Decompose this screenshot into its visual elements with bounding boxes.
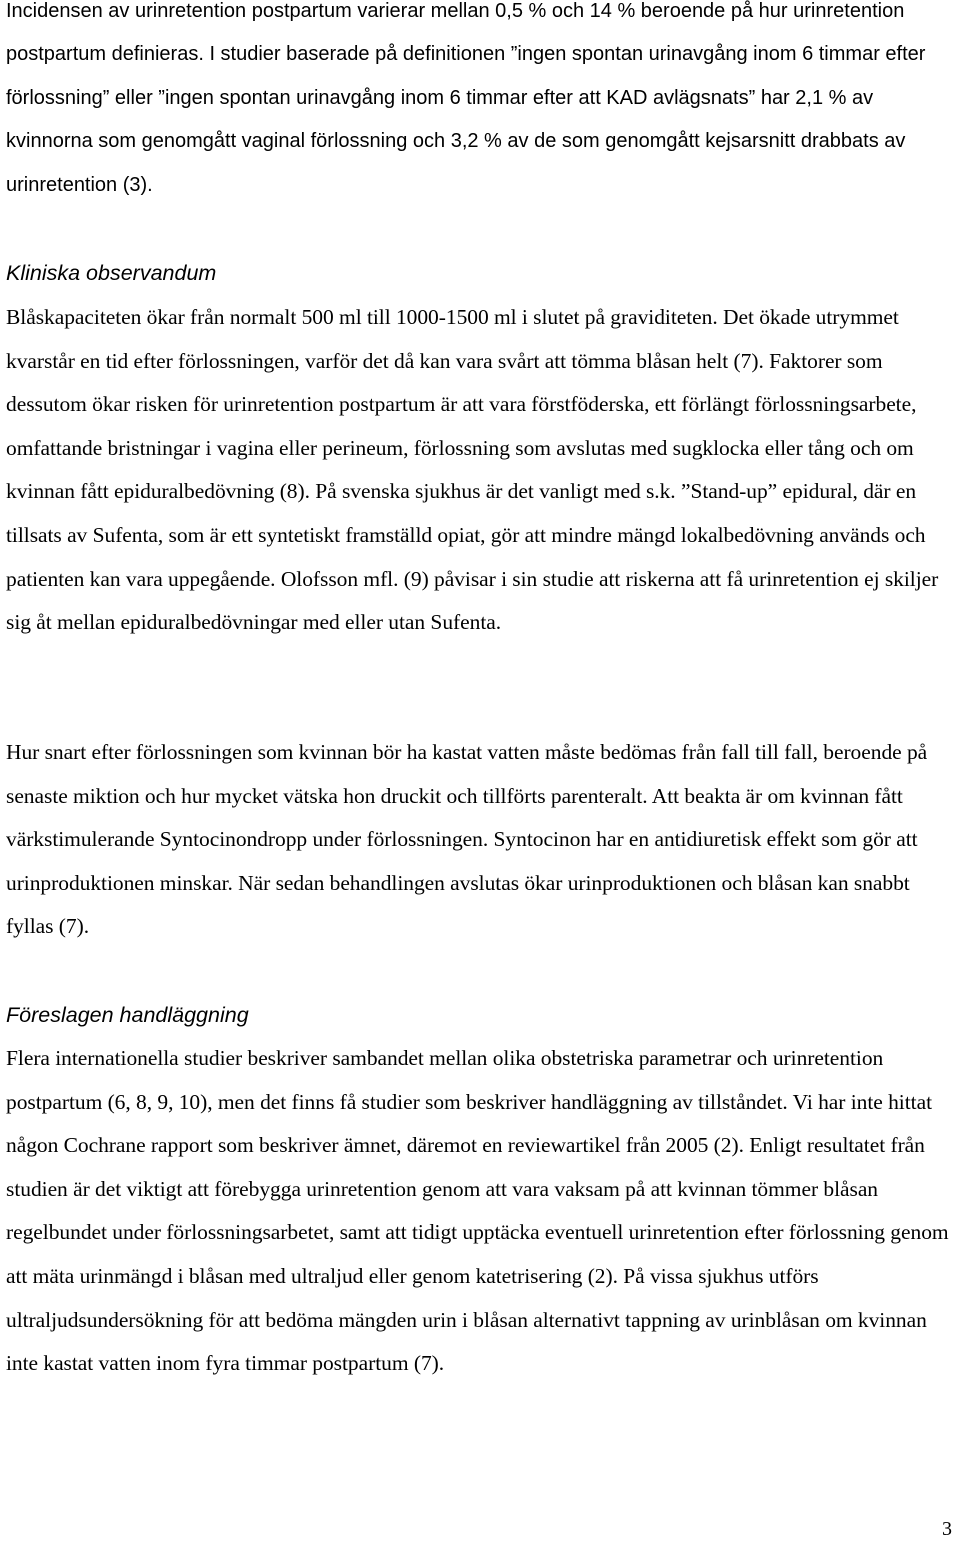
section-heading-foreslagen-handlaggning: Föreslagen handläggning (6, 1003, 249, 1027)
intro-paragraph: Incidensen av urinretention postpartum varierar mellan 0,5 % och 14 % beroende på hur urinretention postpartum definieras. I studier baserade på definitionen ”ingen spontan urinavgång inom 6 timmar efter förlossning” eller ”ingen spontan urinavgång inom 6 timmar efter att KAD avlägsnats” har 2,1 % av kvinnorna som genomgått vaginal förlossning och 3,2 % av de som genomgått kejsarsnitt drabbats av urinretention (3). (6, 0, 926, 196)
foreslagen-handlaggning-paragraph: Flera internationella studier beskriver sambandet mellan olika obstetriska parametrar och urinretention postpartum (6, 8, 9, 10), men det finns få studier som beskriver handläggning av tillståndet. Vi har inte hittat någon Cochrane rapport som beskriver ämnet, däremot en reviewartikel från 2005 (2). Enligt resultatet från studien är det viktigt att förebygga urinretention genom att vara vaksam på att kvinnan tömmer blåsan regelbundet under förlossningsarbetet, samt att tidigt upptäcka eventuell urinretention efter förlossning genom att mäta urinmängd i blåsan med ultraljud eller genom katetrisering (2). På vissa sjukhus utförs ultraljudsundersökning för att bedöma mängden urin i blåsan alternativt tappning av urinblåsan om kvinnan inte kastat vatten inom fyra timmar postpartum (7). (6, 1046, 949, 1376)
kliniska-observandum-paragraph: Blåskapaciteten ökar från normalt 500 ml till 1000-1500 ml i slutet på graviditeten. Det ökade utrymmet kvarstår en tid efter förlossningen, varför det då kan vara svårt att tömma blåsan helt (7). Faktorer som dessutom ökar risken för urinretention postpartum är att vara förstföderska, ett förlängt förlossningsarbete, omfattande bristningar i vagina eller perineum, förlossning som avslutas med sugklocka eller tång och om kvinnan fått epiduralbedövning (8). På svenska sjukhus är det vanligt med s.k. ”Stand-up” epidural, där en tillsats av Sufenta, som är ett syntetiskt framställd opiat, gör att mindre mängd lokalbedövning används och patienten kan vara uppegående. Olofsson mfl. (9) påvisar i sin studie att riskerna att få urinretention ej skiljer sig åt mellan epiduralbedövningar med eller utan Sufenta. (6, 305, 939, 635)
kastat-vatten-paragraph: Hur snart efter förlossningen som kvinnan bör ha kastat vatten måste bedömas från fall till fall, beroende på senaste miktion och hur mycket vätska hon druckit och tillförts parenteralt. Att beakta är om kvinnan fått värkstimulerande Syntocinondropp under förlossningen. Syntocinon har en antidiuretisk effekt som gör att urinproduktionen minskar. När sedan behandlingen avslutas ökar urinproduktionen och blåsan kan snabbt fyllas (7). (6, 740, 928, 939)
section-heading-kliniska-observandum: Kliniska observandum (6, 261, 217, 285)
page-number: 3 (942, 1518, 952, 1540)
